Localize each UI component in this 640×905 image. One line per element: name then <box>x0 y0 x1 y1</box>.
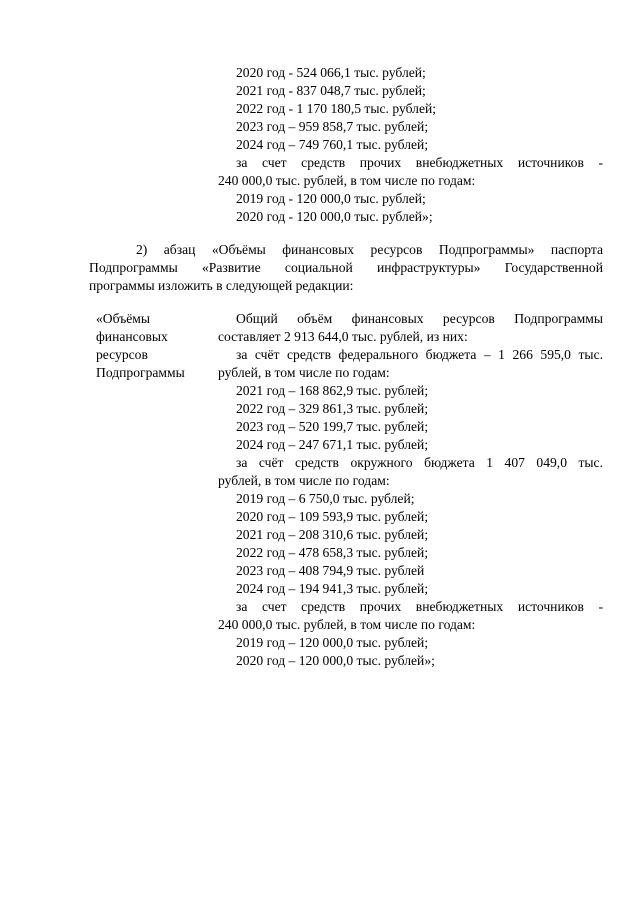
year-line: 2020 год – 109 593,9 тыс. рублей; <box>236 509 429 524</box>
year-line: 2021 год – 208 310,6 тыс. рублей; <box>236 527 429 542</box>
okrug-text: рублей, в том числе по годам: <box>218 473 390 488</box>
year-line: 2019 год - 120 000,0 тыс. рублей; <box>236 191 426 206</box>
okrug-text: за счёт средств окружного бюджета 1 407 049,0 тыс. <box>236 455 603 470</box>
year-line: 2022 год - 1 170 180,5 тыс. рублей; <box>236 101 437 116</box>
year-line: 2023 год – 959 858,7 тыс. рублей; <box>236 119 429 134</box>
table-left-label: Подпрограммы <box>96 365 185 380</box>
year-line: 2024 год – 194 941,3 тыс. рублей; <box>236 581 429 596</box>
year-line: 2021 год - 837 048,7 тыс. рублей; <box>236 83 426 98</box>
federal-text: за счёт средств федерального бюджета – 1 266 595,0 тыс. <box>236 347 603 362</box>
year-line: 2023 год – 520 199,7 тыс. рублей; <box>236 419 429 434</box>
paragraph-line: Подпрограммы «Развитие социальной инфраструктуры» Государственной <box>89 260 603 275</box>
year-line: 2023 год – 408 794,9 тыс. рублей <box>236 563 425 578</box>
table-left-label: «Объёмы <box>96 311 150 326</box>
year-line: 2020 год – 120 000,0 тыс. рублей»; <box>236 653 435 668</box>
year-line: 2019 год – 6 750,0 тыс. рублей; <box>236 491 415 506</box>
year-line: 2022 год – 478 658,3 тыс. рублей; <box>236 545 429 560</box>
paragraph-line: программы изложить в следующей редакции: <box>89 278 354 293</box>
total-text: составляет 2 913 644,0 тыс. рублей, из них: <box>218 329 468 344</box>
year-line: 2019 год – 120 000,0 тыс. рублей; <box>236 635 429 650</box>
other-sources-text: 240 000,0 тыс. рублей, в том числе по годам: <box>218 173 476 188</box>
year-line: 2020 год - 524 066,1 тыс. рублей; <box>236 65 426 80</box>
table-left-label: финансовых <box>96 329 168 344</box>
year-line: 2024 год – 247 671,1 тыс. рублей; <box>236 437 429 452</box>
table-left-label: ресурсов <box>96 347 148 362</box>
other-sources-text: за счет средств прочих внебюджетных источников - <box>236 599 603 614</box>
year-line: 2021 год – 168 862,9 тыс. рублей; <box>236 383 429 398</box>
federal-text: рублей, в том числе по годам: <box>218 365 390 380</box>
year-line: 2022 год – 329 861,3 тыс. рублей; <box>236 401 429 416</box>
year-line: 2024 год – 749 760,1 тыс. рублей; <box>236 137 429 152</box>
year-line: 2020 год - 120 000,0 тыс. рублей»; <box>236 209 433 224</box>
total-text: Общий объём финансовых ресурсов Подпрограммы <box>236 311 603 326</box>
paragraph-line: 2) абзац «Объёмы финансовых ресурсов Подпрограммы» паспорта <box>136 242 603 257</box>
other-sources-text: за счет средств прочих внебюджетных источников - <box>236 155 603 170</box>
other-sources-text: 240 000,0 тыс. рублей, в том числе по годам: <box>218 617 476 632</box>
